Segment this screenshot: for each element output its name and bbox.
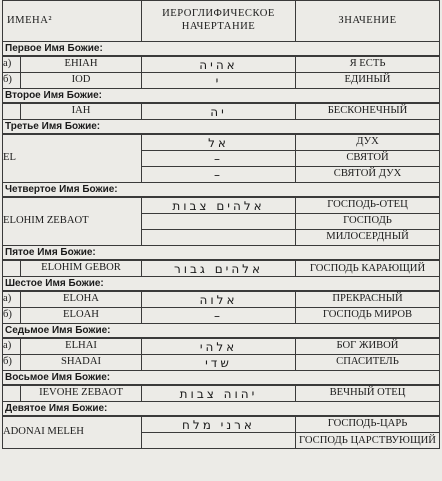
hebrew-cell: – xyxy=(142,151,296,167)
hebrew-cell: יה xyxy=(142,103,296,120)
section-title: Второе Имя Божие: xyxy=(3,89,440,104)
hebrew-cell: אל xyxy=(142,134,296,151)
header-names: ИМЕНА² xyxy=(3,1,142,42)
meaning-cell: МИЛОСЕРДНЫЙ xyxy=(296,230,440,246)
hebrew-cell: – xyxy=(142,308,296,324)
table-row xyxy=(3,197,440,214)
hebrew-cell: אהיה xyxy=(142,56,296,73)
name-cell: ADONAI MELEH xyxy=(3,416,142,449)
meaning-cell: ВЕЧНЫЙ ОТЕЦ xyxy=(296,385,440,402)
section-title: Четвертое Имя Божие: xyxy=(3,183,440,198)
hebrew-cell: אלהי xyxy=(142,338,296,355)
hebrew-cell: אלהים גבור xyxy=(142,260,296,277)
section-row xyxy=(3,246,440,261)
meaning-cell: ПРЕКРАСНЫЙ xyxy=(296,291,440,308)
name-cell: EHIAH xyxy=(21,56,142,73)
meaning-cell: ГОСПОДЬ xyxy=(296,214,440,230)
section-title: Седьмое Имя Божие: xyxy=(3,324,440,339)
meaning-cell: ДУХ xyxy=(296,134,440,151)
index-cell: б) xyxy=(3,73,21,89)
table-row xyxy=(3,416,440,433)
name-cell: ELOHA xyxy=(21,291,142,308)
table-row xyxy=(3,338,440,355)
name-cell: ELOAH xyxy=(21,308,142,324)
table-row xyxy=(3,291,440,308)
name-cell: IOD xyxy=(21,73,142,89)
name-cell: ELOHIM ZEBAOT xyxy=(3,197,142,246)
meaning-cell: СВЯТОЙ ДУХ xyxy=(296,167,440,183)
section-row xyxy=(3,42,440,57)
table-row xyxy=(3,385,440,402)
meaning-cell: СВЯТОЙ xyxy=(296,151,440,167)
table-row xyxy=(3,355,440,371)
name-cell: ELOHIM GEBOR xyxy=(21,260,142,277)
meaning-cell: СПАСИТЕЛЬ xyxy=(296,355,440,371)
section-row xyxy=(3,89,440,104)
header-meaning: ЗНАЧЕНИЕ xyxy=(296,1,440,42)
hebrew-cell: שדי xyxy=(142,355,296,371)
table-row xyxy=(3,260,440,277)
index-cell: а) xyxy=(3,56,21,73)
hebrew-cell: – xyxy=(142,167,296,183)
name-cell: ELHAI xyxy=(21,338,142,355)
section-row xyxy=(3,324,440,339)
name-cell: EL xyxy=(3,134,142,183)
section-title: Первое Имя Божие: xyxy=(3,42,440,57)
section-row xyxy=(3,402,440,417)
index-cell xyxy=(3,260,21,277)
name-cell: IAH xyxy=(21,103,142,120)
hebrew-cell: אלהים צבות xyxy=(142,197,296,214)
table-row xyxy=(3,134,440,151)
table-row xyxy=(3,73,440,89)
name-cell: IEVOHE ZEBAOT xyxy=(21,385,142,402)
index-cell: б) xyxy=(3,308,21,324)
meaning-cell: ЕДИНЫЙ xyxy=(296,73,440,89)
section-title: Пятое Имя Божие: xyxy=(3,246,440,261)
meaning-cell: БЕСКОНЕЧНЫЙ xyxy=(296,103,440,120)
meaning-cell: ГОСПОДЬ-ОТЕЦ xyxy=(296,197,440,214)
meaning-cell: ГОСПОДЬ-ЦАРЬ xyxy=(296,416,440,433)
hebrew-cell: יהוה צבות xyxy=(142,385,296,402)
section-row xyxy=(3,183,440,198)
header-hieroglyphic: ИЕРОГЛИФИЧЕСКОЕ НАЧЕРТАНИЕ xyxy=(142,1,296,42)
section-title: Шестое Имя Божие: xyxy=(3,277,440,292)
meaning-cell: БОГ ЖИВОЙ xyxy=(296,338,440,355)
table-row xyxy=(3,56,440,73)
hebrew-cell: אלוה xyxy=(142,291,296,308)
meaning-cell: ГОСПОДЬ МИРОВ xyxy=(296,308,440,324)
table-row xyxy=(3,308,440,324)
section-row xyxy=(3,120,440,135)
meaning-cell: Я ЕСТЬ xyxy=(296,56,440,73)
index-cell xyxy=(3,103,21,120)
hebrew-cell xyxy=(142,433,296,449)
hebrew-cell xyxy=(142,214,296,230)
section-title: Третье Имя Божие: xyxy=(3,120,440,135)
index-cell xyxy=(3,385,21,402)
index-cell: а) xyxy=(3,291,21,308)
index-cell: а) xyxy=(3,338,21,355)
names-table xyxy=(2,0,440,449)
hebrew-cell: ארני מלח xyxy=(142,416,296,433)
hebrew-cell: י xyxy=(142,73,296,89)
index-cell: б) xyxy=(3,355,21,371)
section-title: Восьмое Имя Божие: xyxy=(3,371,440,386)
section-row xyxy=(3,277,440,292)
hebrew-cell xyxy=(142,230,296,246)
meaning-cell: ГОСПОДЬ ЦАРСТВУЮЩИЙ xyxy=(296,433,440,449)
section-row xyxy=(3,371,440,386)
table-row xyxy=(3,103,440,120)
section-title: Девятое Имя Божие: xyxy=(3,402,440,417)
table-header-row xyxy=(3,1,440,42)
meaning-cell: ГОСПОДЬ КАРАЮЩИЙ xyxy=(296,260,440,277)
name-cell: SHADAI xyxy=(21,355,142,371)
